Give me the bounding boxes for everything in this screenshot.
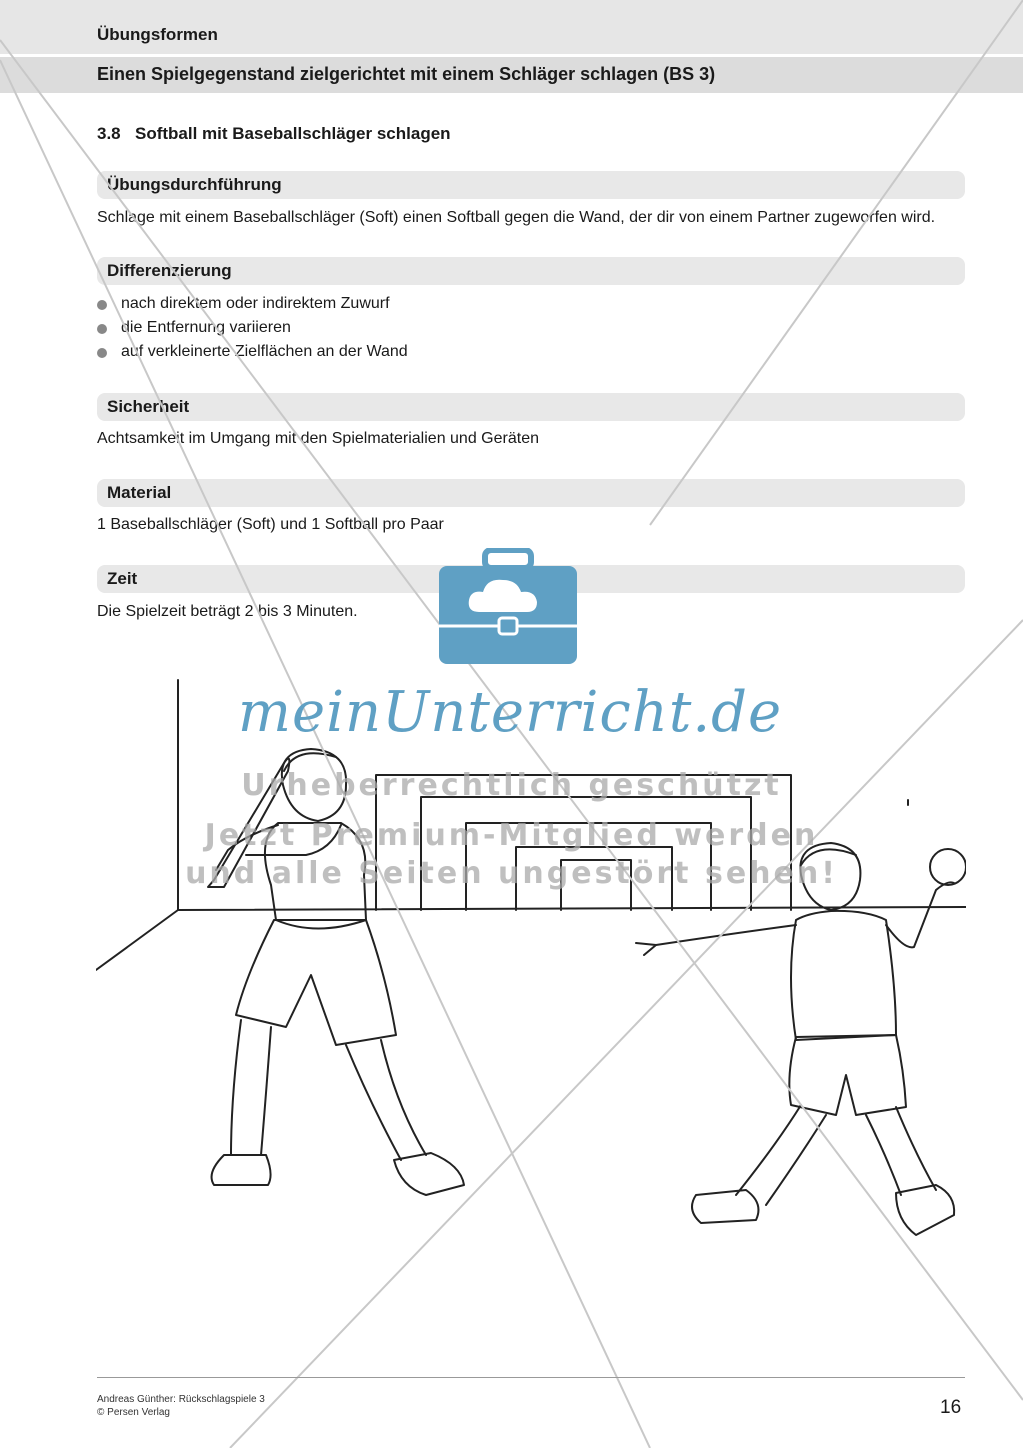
list-item (97, 294, 408, 318)
text-material: 1 Baseballschläger (Soft) und 1 Softball pro Paar (97, 516, 444, 533)
briefcase-cloud-icon (437, 548, 579, 666)
gym-illustration (96, 675, 966, 1280)
list-item (97, 342, 408, 366)
watermark-line-3: und alle Seiten ungestört sehen! (185, 856, 838, 891)
heading-bar-durchfuehrung (97, 171, 965, 199)
list-item-text: nach direktem oder indirektem Zuwurf (121, 295, 390, 312)
text-durchfuehrung: Schlage mit einem Baseballschläger (Soft) einen Softball gegen die Wand, der dir von einem Partner zugeworfen wird. (97, 209, 936, 226)
header-title-bar (0, 57, 1023, 93)
list-item-text: die Entfernung variieren (121, 319, 291, 336)
watermark-brand: meinUnterricht.de (237, 680, 783, 745)
heading-bar-sicherheit (97, 393, 965, 421)
bullet-icon (97, 300, 107, 310)
text-sicherheit: Achtsamkeit im Umgang mit den Spielmaterialien und Geräten (97, 430, 539, 447)
heading-bar-material (97, 479, 965, 507)
heading-material: Material (107, 483, 172, 502)
bullet-icon (97, 324, 107, 334)
heading-zeit: Zeit (107, 569, 138, 588)
heading-sicherheit: Sicherheit (107, 397, 190, 416)
footer-author: Andreas Günther: Rückschlagspiele 3 (97, 1394, 265, 1405)
header-category-bar (0, 0, 1023, 54)
batter-figure (208, 749, 464, 1195)
footer-divider (97, 1377, 965, 1378)
page-number: 16 (940, 1397, 962, 1418)
watermark-line-1: Urheberrechtlich geschützt (241, 768, 782, 803)
heading-differenzierung: Differenzierung (107, 261, 232, 280)
list-item (97, 318, 408, 342)
text-zeit: Die Spielzeit beträgt 2 bis 3 Minuten. (97, 603, 358, 620)
list-item-text: auf verkleinerte Zielflächen an der Wand (121, 343, 408, 360)
bullet-icon (97, 348, 107, 358)
page-title: Einen Spielgegenstand zielgerichtet mit einem Schläger schlagen (BS 3) (97, 64, 716, 84)
differenzierung-list (97, 294, 408, 366)
section-title-text: Softball mit Baseballschläger schlagen (135, 124, 451, 143)
footer-credits (97, 1393, 265, 1419)
heading-bar-differenzierung (97, 257, 965, 285)
footer-publisher: © Persen Verlag (97, 1407, 170, 1418)
header-category: Übungsformen (97, 25, 218, 44)
section-title (97, 124, 451, 144)
heading-durchfuehrung: Übungsdurchführung (107, 175, 282, 194)
section-number: 3.8 (97, 124, 121, 143)
thrower-figure (636, 843, 966, 1235)
watermark-line-2: Jetzt Premium-Mitglied werden (204, 818, 819, 853)
